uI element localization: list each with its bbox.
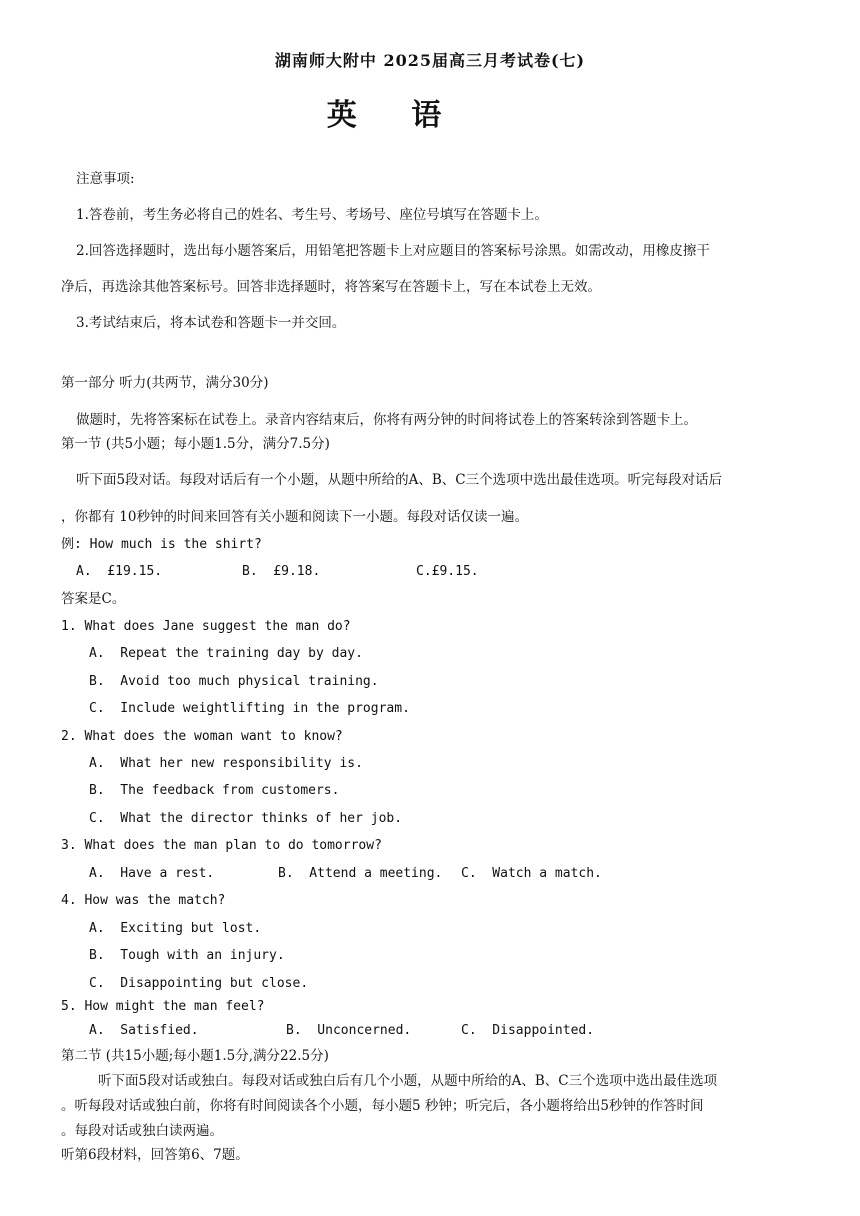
question-4-option-c: C. Disappointing but close. xyxy=(89,976,309,991)
example-option-b: B. £9.18. xyxy=(242,564,321,579)
notice-item-2: 2.回答选择题时，选出每小题答案后，用铅笔把答题卡上对应题目的答案标号涂黑。如需改动，用橡皮擦干 xyxy=(76,243,710,259)
section1-heading: 第一节 (共5小题；每小题1.5分，满分7.5分) xyxy=(61,436,330,452)
question-5-option-a: A. Satisfied. xyxy=(89,1023,199,1038)
question-1-option-a: A. Repeat the training day by day. xyxy=(89,646,363,661)
question-5-option-c: C. Disappointed. xyxy=(461,1023,595,1038)
question-1-option-c: C. Include weightlifting in the program. xyxy=(89,701,410,716)
section1-instruction-2: ，你都有 10秒钟的时间来回答有关小题和阅读下一小题。每段对话仅读一遍。 xyxy=(61,509,528,525)
question-5: 5. How might the man feel? xyxy=(61,999,265,1014)
section1-instruction-1: 听下面5段对话。每段对话后有一个小题，从题中所给的A、B、C三个选项中选出最佳选项。听完每段对话后 xyxy=(76,472,723,488)
question-2-option-b: B. The feedback from customers. xyxy=(89,783,340,798)
exam-title: 湖南师大附中 2025届高三月考试卷(七) xyxy=(274,51,586,70)
question-1: 1. What does Jane suggest the man do? xyxy=(61,619,351,634)
example-answer: 答案是C。 xyxy=(61,591,126,607)
question-2-option-a: A. What her new responsibility is. xyxy=(89,756,363,771)
part1-intro: 做题时，先将答案标在试卷上。录音内容结束后，你将有两分钟的时间将试卷上的答案转涂到答题卡上。 xyxy=(76,412,697,428)
question-5-option-b: B. Unconcerned. xyxy=(286,1023,412,1038)
section2-instruction-1: 听下面5段对话或独白。每段对话或独白后有几个小题，从题中所给的A、B、C三个选项中选出最佳选项 xyxy=(98,1073,718,1089)
question-4-option-b: B. Tough with an injury. xyxy=(89,948,285,963)
notice-heading: 注意事项: xyxy=(76,171,135,187)
section2-next-material: 听第6段材料，回答第6、7题。 xyxy=(61,1147,249,1163)
section2-instruction-2: 。听每段对话或独白前，你将有时间阅读各个小题，每小题5 秒钟；听完后，各小题将给出5秒钟的作答时间 xyxy=(61,1098,704,1114)
question-3: 3. What does the man plan to do tomorrow? xyxy=(61,838,382,853)
notice-item-3: 3.考试结束后，将本试卷和答题卡一并交回。 xyxy=(76,315,346,331)
question-4-option-a: A. Exciting but lost. xyxy=(89,921,262,936)
question-2-option-c: C. What the director thinks of her job. xyxy=(89,811,403,826)
section2-instruction-3: 。每段对话或独白读两遍。 xyxy=(61,1123,223,1139)
section2-heading: 第二节 (共15小题;每小题1.5分,满分22.5分) xyxy=(61,1048,329,1064)
question-3-option-c: C. Watch a match. xyxy=(461,866,602,881)
example-question: 例: How much is the shirt? xyxy=(61,537,262,552)
example-option-a: A. £19.15. xyxy=(76,564,163,579)
notice-item-1: 1.答卷前，考生务必将自己的姓名、考生号、考场号、座位号填写在答题卡上。 xyxy=(76,207,548,223)
question-4: 4. How was the match? xyxy=(61,893,226,908)
part1-heading: 第一部分 听力(共两节，满分30分) xyxy=(61,375,269,391)
question-1-option-b: B. Avoid too much physical training. xyxy=(89,674,379,689)
example-option-c: C.£9.15. xyxy=(416,564,479,579)
question-3-option-a: A. Have a rest. xyxy=(89,866,215,881)
question-2: 2. What does the woman want to know? xyxy=(61,729,343,744)
question-3-option-b: B. Attend a meeting. xyxy=(278,866,443,881)
subject-title: 英 语 xyxy=(326,98,464,133)
notice-item-2-cont: 净后，再选涂其他答案标号。回答非选择题时，将答案写在答题卡上，写在本试卷上无效。 xyxy=(61,279,601,295)
